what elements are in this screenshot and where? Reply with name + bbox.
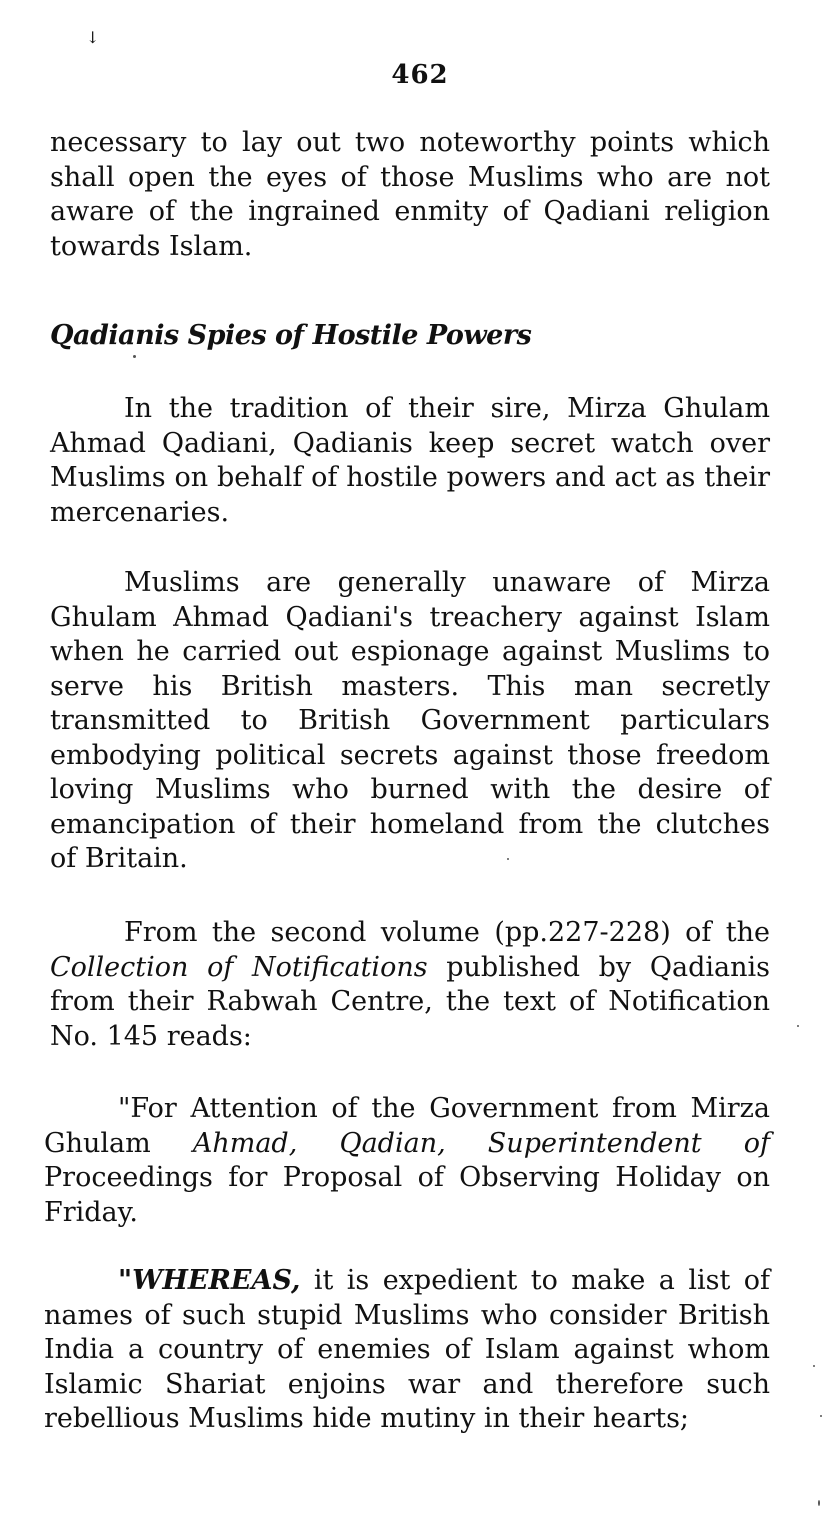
collection-title: Collection of Notifications: [50, 951, 428, 983]
scan-speck: [797, 1025, 799, 1027]
paragraph-notification: [50, 916, 770, 1054]
notification-rest: published by Qadianis from their Rabwah Centre, the text of Notification No. 145 reads:: [50, 951, 770, 1052]
scan-speck: [813, 1365, 815, 1367]
whereas-keyword: "WHEREAS,: [118, 1265, 301, 1296]
paragraph-whereas-text: [44, 1264, 770, 1437]
paragraph-intro-text: necessary to lay out two noteworthy points which shall open the eyes of those Muslims who are not aware of the ingrained enmity of Qadiani religion towards Islam.: [50, 127, 770, 262]
page-number: 462: [391, 60, 449, 90]
paragraph-treachery: [50, 566, 770, 877]
paragraph-whereas: [44, 1264, 770, 1437]
paragraph-intro: [50, 126, 770, 264]
section-heading: Qadianis Spies of Hostile Powers: [50, 320, 532, 351]
paragraph-tradition-text: In the tradition of their sire, Mirza Ghulam Ahmad Qadiani, Qadianis keep secret watch over Muslims on behalf of hostile powers and act as their mercenaries.: [50, 393, 770, 528]
attention-rest: Proceedings for Proposal of Observing Holiday on Friday.: [44, 1162, 770, 1228]
scan-speck: [507, 858, 509, 860]
notification-intro: From the second volume (pp.227-228) of the: [124, 917, 770, 948]
attention-italic: Ahmad, Qadian, Superintendent of: [192, 1127, 770, 1159]
paragraph-treachery-text: Muslims are generally unaware of Mirza Ghulam Ahmad Qadiani's treachery against Islam when he carried out espionage against Muslims to serve his British masters. This man secretly transmitted to British Government particulars embodying political secrets against those freedom loving Muslims who burned with the desire of emancipation of their homeland from the clutches of Britain.: [50, 567, 770, 874]
paragraph-notification-text: [50, 916, 770, 1054]
corner-mark: ↓: [86, 28, 100, 47]
paragraph-tradition: [50, 392, 770, 530]
scan-speck: [820, 1415, 822, 1417]
scan-speck: [818, 1500, 820, 1506]
attention-intro: "For Attention of the Government from Mirza Ghulam: [44, 1093, 770, 1159]
scan-speck: [133, 355, 136, 358]
paragraph-attention: [44, 1092, 770, 1230]
whereas-rest: it is expedient to make a list of names of such stupid Muslims who consider British India a country of enemies of Islam against whom Islamic Shariat enjoins war and therefore such rebellious Muslims hide mutiny in their hearts;: [44, 1265, 770, 1434]
paragraph-attention-text: [44, 1092, 770, 1230]
